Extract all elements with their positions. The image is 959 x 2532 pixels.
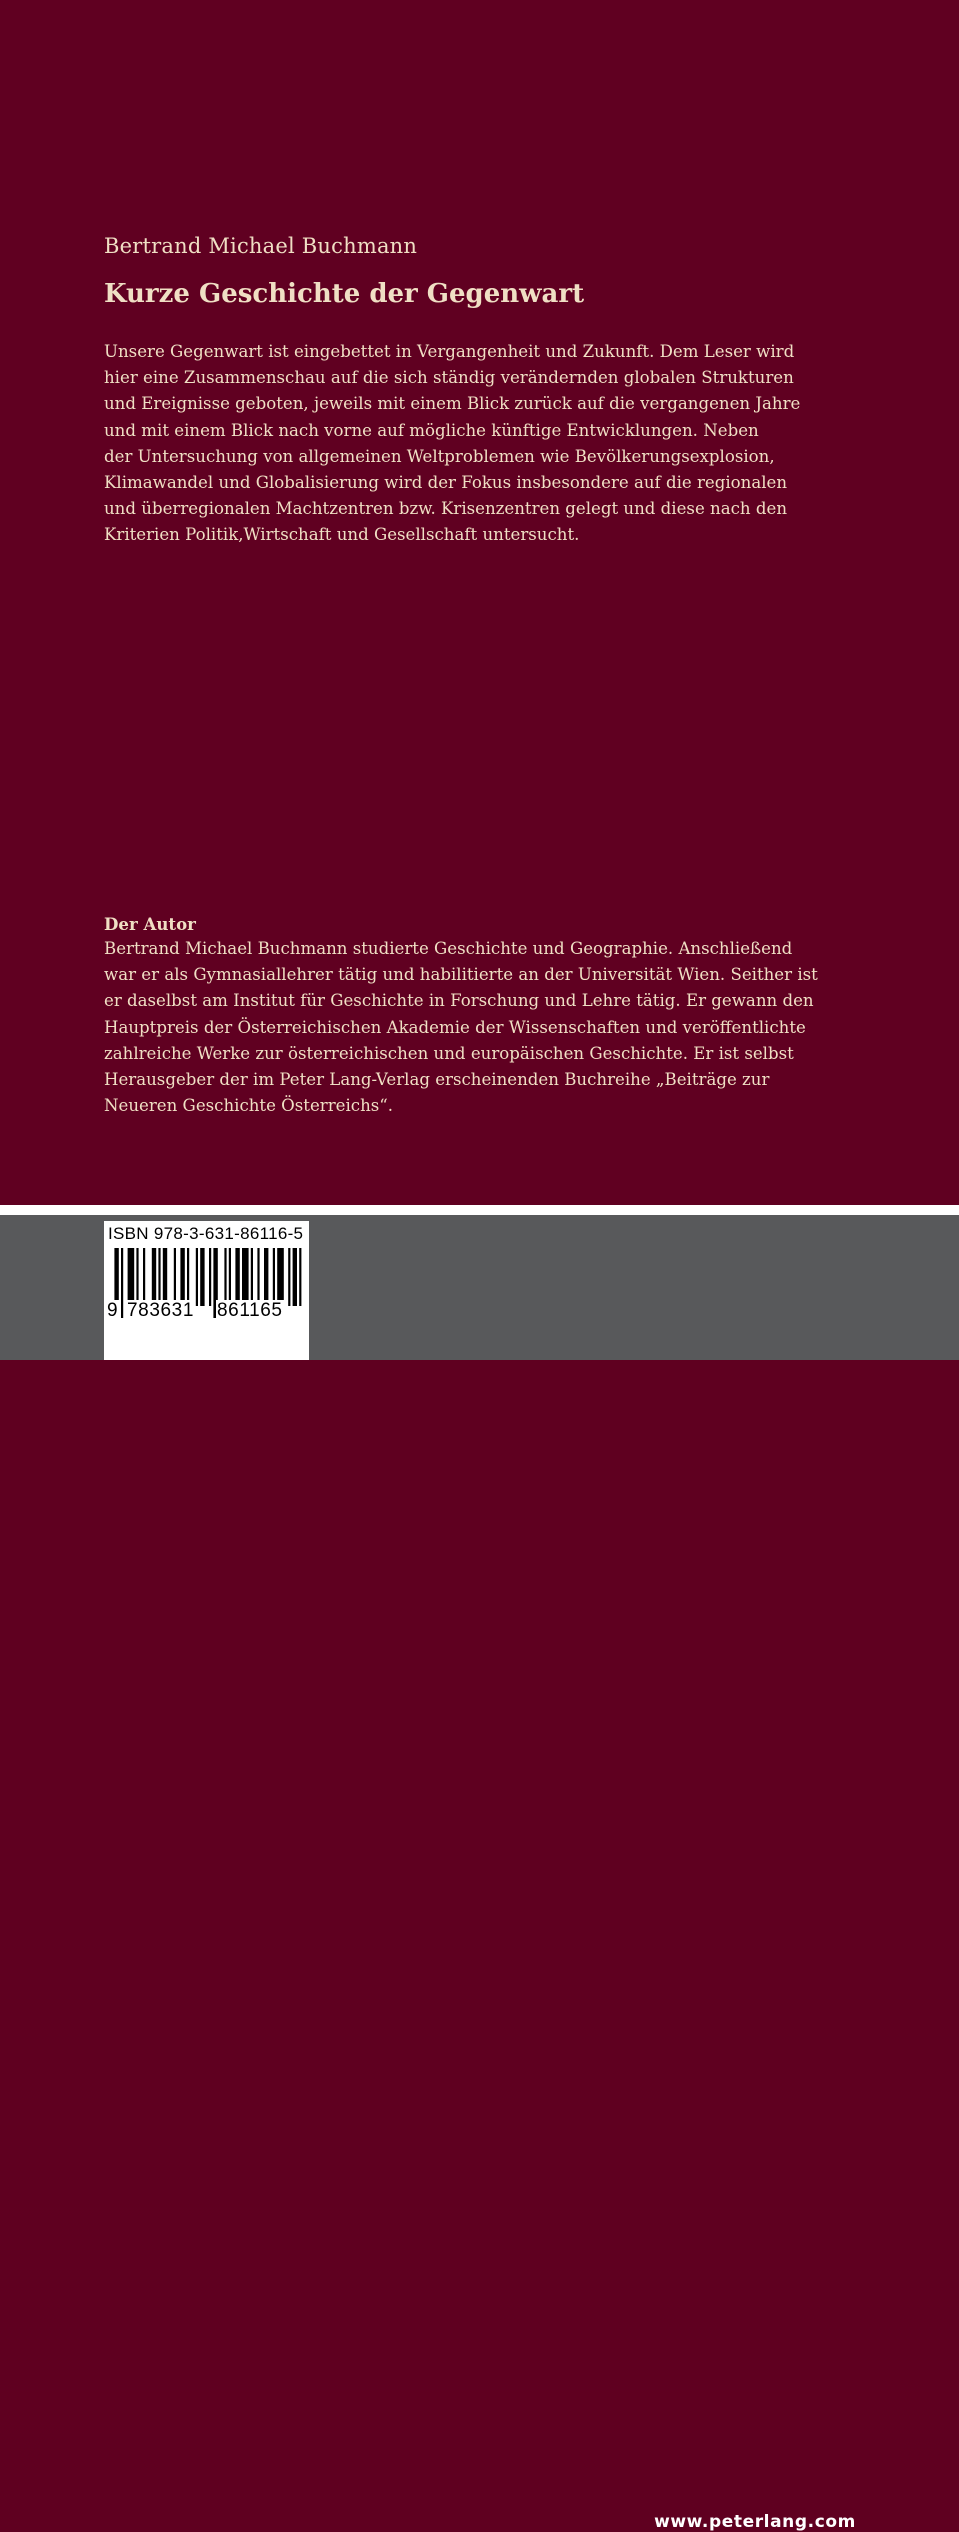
barcode-digits-right: 861165: [217, 1300, 283, 1321]
barcode-bar: [264, 1248, 268, 1306]
blurb-line: hier eine Zusammenschau auf die sich ständig verändernden globalen Strukturen: [104, 368, 794, 388]
barcode-bar: [200, 1248, 204, 1306]
blurb-line: und mit einem Blick nach vorne auf mögliche künftige Entwicklungen. Neben: [104, 420, 759, 440]
barcode-digits-left: 783631: [127, 1300, 195, 1321]
about-author-line: Bertrand Michael Buchmann studierte Geschichte und Geographie. Anschließend: [104, 939, 793, 958]
barcode-bar: [235, 1248, 239, 1306]
about-author-line: war er als Gymnasiallehrer tätig und habilitierte an der Universität Wien. Seither ist: [104, 965, 818, 985]
barcode-bar: [143, 1248, 145, 1306]
barcode-bar: [128, 1248, 135, 1306]
blurb-line: der Untersuchung von allgemeinen Weltproblemen wie Bevölkerungsexplosion,: [104, 446, 775, 466]
about-author-text: [104, 936, 884, 1119]
barcode-bar: [209, 1248, 211, 1306]
barcode-digit-first: 9: [107, 1300, 118, 1321]
blurb-line: und überregionalen Machtzentren bzw. Krisenzentren gelegt und diese nach den: [104, 499, 788, 519]
barcode-bar: [136, 1248, 138, 1306]
barcode-digits: [104, 1300, 309, 1322]
barcode-bar: [163, 1248, 167, 1306]
barcode-bar: [180, 1248, 184, 1306]
footer-separator: [0, 1205, 959, 1215]
barcode-bar: [299, 1248, 301, 1306]
barcode-bar: [152, 1248, 156, 1306]
barcode-bar: [273, 1248, 275, 1306]
back-cover: [0, 0, 959, 1205]
blurb-line: Klimawandel und Globalisierung wird der Fokus insbesondere auf die regionalen: [104, 473, 788, 493]
blurb-line: und Ereignisse geboten, jeweils mit einem Blick zurück auf die vergangenen Jahre: [104, 394, 801, 414]
about-author-line: er daselbst am Institut für Geschichte in Forschung und Lehre tätig. Er gewann den: [104, 991, 814, 1011]
publisher-website: www.peterlang.com: [654, 2512, 856, 2532]
barcode-bar: [257, 1248, 259, 1306]
barcode-bar: [229, 1248, 231, 1306]
author-name: Bertrand Michael Buchmann: [104, 234, 418, 258]
about-author-line: Herausgeber der im Peter Lang-Verlag erscheinenden Buchreihe „Beiträge zur: [104, 1070, 770, 1090]
about-author-line: zahlreiche Werke zur österreichischen und europäischen Geschichte. Er ist selbst: [104, 1043, 794, 1063]
barcode-bar: [277, 1248, 284, 1306]
about-author-line: Hauptpreis der Österreichischen Akademie der Wissenschaften und veröffentlichte: [104, 1017, 806, 1037]
isbn-label: ISBN 978-3-631-86116-5: [108, 1224, 304, 1243]
barcode-bar: [158, 1248, 160, 1306]
blurb-line: Kriterien Politik,Wirtschaft und Gesellschaft untersucht.: [104, 525, 580, 545]
about-author-line: Neueren Geschichte Österreichs“.: [104, 1096, 394, 1116]
barcode-bar: [242, 1248, 249, 1306]
barcode-bar: [187, 1248, 189, 1306]
barcode-bar: [293, 1248, 297, 1306]
barcode-bar: [174, 1248, 176, 1306]
barcode-bar: [288, 1248, 290, 1306]
barcode-bar: [251, 1248, 253, 1306]
blurb-line: Unsere Gegenwart ist eingebettet in Vergangenheit und Zukunft. Dem Leser wird: [104, 342, 795, 361]
book-title: Kurze Geschichte der Gegenwart: [104, 279, 585, 309]
barcode-bar: [196, 1248, 198, 1306]
about-author-heading: Der Autor: [104, 914, 196, 934]
book-blurb: [104, 339, 884, 549]
